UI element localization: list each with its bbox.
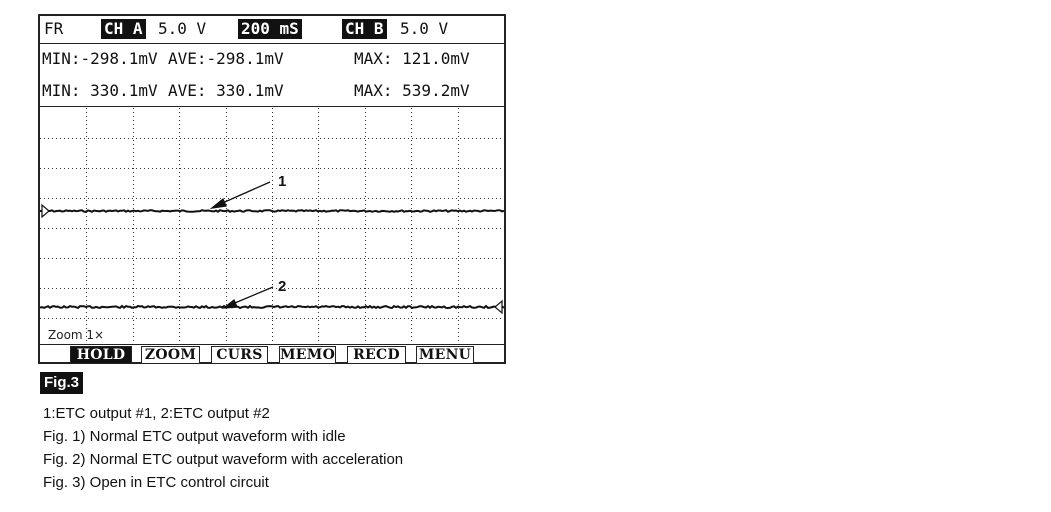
- cursor-button[interactable]: CURS: [211, 346, 268, 364]
- channel-a-label[interactable]: CH A: [101, 19, 146, 39]
- figure-label: Fig.3: [40, 372, 83, 394]
- channel-b-min: MIN: 330.1mV: [42, 81, 158, 100]
- channel-settings-row: [40, 16, 504, 42]
- callout-1-arrow-icon: [212, 182, 270, 208]
- hold-button[interactable]: HOLD: [70, 346, 132, 364]
- channel-b-label[interactable]: CH B: [342, 19, 387, 39]
- caption-line: Fig. 2) Normal ETC output waveform with acceleration: [43, 451, 404, 468]
- callout-1-label: 1: [278, 173, 287, 190]
- channel-b-max: MAX: 539.2mV: [354, 81, 470, 100]
- channel-b-scale: 5.0 V: [400, 19, 449, 38]
- channel-a-marker-icon: [42, 205, 49, 217]
- caption-line: 1:ETC output #1, 2:ETC output #2: [43, 405, 270, 422]
- caption-line: Fig. 1) Normal ETC output waveform with idle: [43, 428, 346, 445]
- timebase-label[interactable]: 200 mS: [238, 19, 302, 39]
- channel-a-scale: 5.0 V: [158, 19, 207, 38]
- channel-a-ave: AVE:-298.1mV: [168, 49, 284, 68]
- callout-2-label: 2: [278, 278, 287, 295]
- waveform-plot: [40, 108, 504, 348]
- callout-2-arrow-icon: [224, 287, 273, 308]
- waveform-trace-2: [40, 306, 504, 308]
- channel-b-marker-icon: [495, 301, 502, 313]
- menu-button[interactable]: MENU: [416, 346, 474, 364]
- stats-divider: [40, 106, 504, 107]
- caption-line: Fig. 3) Open in ETC control circuit: [43, 474, 269, 491]
- oscilloscope-screen: [38, 14, 506, 364]
- record-button[interactable]: RECD: [347, 346, 406, 364]
- memo-button[interactable]: MEMO: [280, 347, 336, 363]
- waveform-trace-1: [40, 210, 504, 212]
- channel-a-stats-row: [40, 46, 504, 72]
- zoom-indicator: Zoom 1×: [48, 328, 105, 342]
- header-divider: [40, 43, 504, 44]
- channel-a-min: MIN:-298.1mV: [42, 49, 158, 68]
- softkey-bar: [40, 344, 504, 365]
- mode-label: FR: [44, 19, 64, 38]
- channel-a-max: MAX: 121.0mV: [354, 49, 470, 68]
- channel-b-ave: AVE: 330.1mV: [168, 81, 284, 100]
- channel-b-stats-row: [40, 78, 504, 104]
- plot-grid: [40, 108, 504, 348]
- zoom-button[interactable]: ZOOM: [141, 346, 200, 364]
